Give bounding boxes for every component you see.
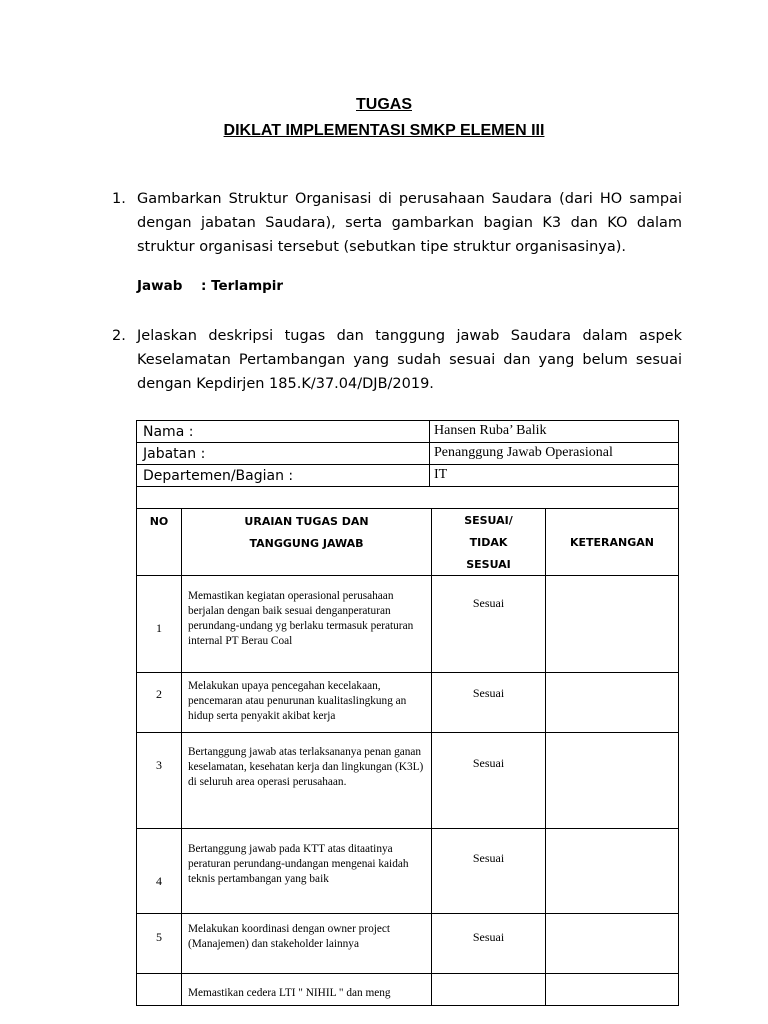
row-number: 3 (156, 758, 162, 772)
document-subtitle: DIKLAT IMPLEMENTASI SMKP ELEMEN III (223, 122, 545, 139)
question-2 (112, 324, 682, 396)
department-value: IT (429, 465, 447, 486)
row-description: Bertanggung jawab pada KTT atas ditaatinya peraturan perundang-undangan mengenai kaidah teknis pertambangan yang baik (181, 829, 431, 913)
row-notes (545, 974, 678, 1005)
table-row (137, 576, 678, 673)
question-1 (112, 187, 682, 259)
table-row (137, 829, 678, 914)
row-status: Sesuai (431, 576, 545, 672)
info-row-position (137, 443, 678, 465)
table-row (137, 733, 678, 829)
row-description: Bertanggung jawab atas terlaksananya penan ganan keselamatan, kesehatan kerja dan lingkungan (K3L) di seluruh area operasi perusahaan. (181, 733, 431, 828)
row-status: Sesuai (431, 829, 545, 913)
question-1-number: 1. (112, 191, 126, 207)
info-row-name (137, 421, 678, 443)
row-status (431, 974, 545, 1005)
name-value: Hansen Ruba’ Balik (429, 421, 547, 442)
table-row (137, 673, 678, 733)
row-description: Melakukan upaya pencegahan kecelakaan, pencemaran atau penurunan kualitaslingkung an hidup serta penyakit akibat kerja (181, 673, 431, 732)
table-row (137, 974, 678, 1005)
row-description: Memastikan kegiatan operasional perusahaan berjalan dengan baik sesuai denganperaturan perundang-undang yg berlaku termasuk peraturan internal PT Berau Coal (181, 576, 431, 672)
row-number: 5 (156, 930, 162, 944)
table-header-row (137, 509, 678, 576)
question-2-text: Jelaskan deskripsi tugas dan tanggung jawab Saudara dalam aspek Keselamatan Pertambangan yang sudah sesuai dan yang belum sesuai dengan Kepdirjen 185.K/37.04/DJB/2019. (137, 328, 682, 392)
question-1-text: Gambarkan Struktur Organisasi di perusahaan Saudara (dari HO sampai dengan jabatan Saudara), serta gambarkan bagian K3 dan KO dalam struktur organisasi tersebut (sebutkan tipe struktur organisasinya). (137, 191, 682, 255)
document-title: TUGAS (356, 96, 412, 113)
position-label: Jabatan : (143, 446, 206, 462)
table-row (137, 914, 678, 974)
answer-value: : Terlampir (201, 278, 284, 294)
row-number: 2 (156, 687, 162, 701)
header-description: URAIAN TUGAS DAN TANGGUNG JAWAB (181, 509, 431, 575)
row-number: 4 (156, 874, 162, 888)
row-status: Sesuai (431, 733, 545, 828)
department-label: Departemen/Bagian : (143, 468, 294, 484)
header-no: NO (149, 515, 169, 528)
question-2-number: 2. (112, 328, 126, 344)
header-notes: KETERANGAN (545, 509, 678, 575)
row-notes (545, 733, 678, 828)
answer-label: Jawab (137, 278, 183, 294)
row-notes (545, 829, 678, 913)
row-status: Sesuai (431, 914, 545, 973)
spacer-row (137, 487, 678, 509)
row-number: 1 (156, 621, 162, 635)
answer-line (137, 278, 283, 294)
row-status: Sesuai (431, 673, 545, 732)
position-value: Penanggung Jawab Operasional (429, 443, 613, 464)
info-row-department (137, 465, 678, 487)
row-description: Memastikan cedera LTI " NIHIL " dan meng (181, 974, 431, 1005)
row-notes (545, 673, 678, 732)
row-description: Melakukan koordinasi dengan owner project (Manajemen) dan stakeholder lainnya (181, 914, 431, 973)
row-number (137, 974, 181, 1005)
header-status: SESUAI/ TIDAK SESUAI (431, 509, 545, 575)
name-label: Nama : (143, 424, 194, 440)
duty-table (136, 420, 679, 1006)
row-notes (545, 576, 678, 672)
row-notes (545, 914, 678, 973)
